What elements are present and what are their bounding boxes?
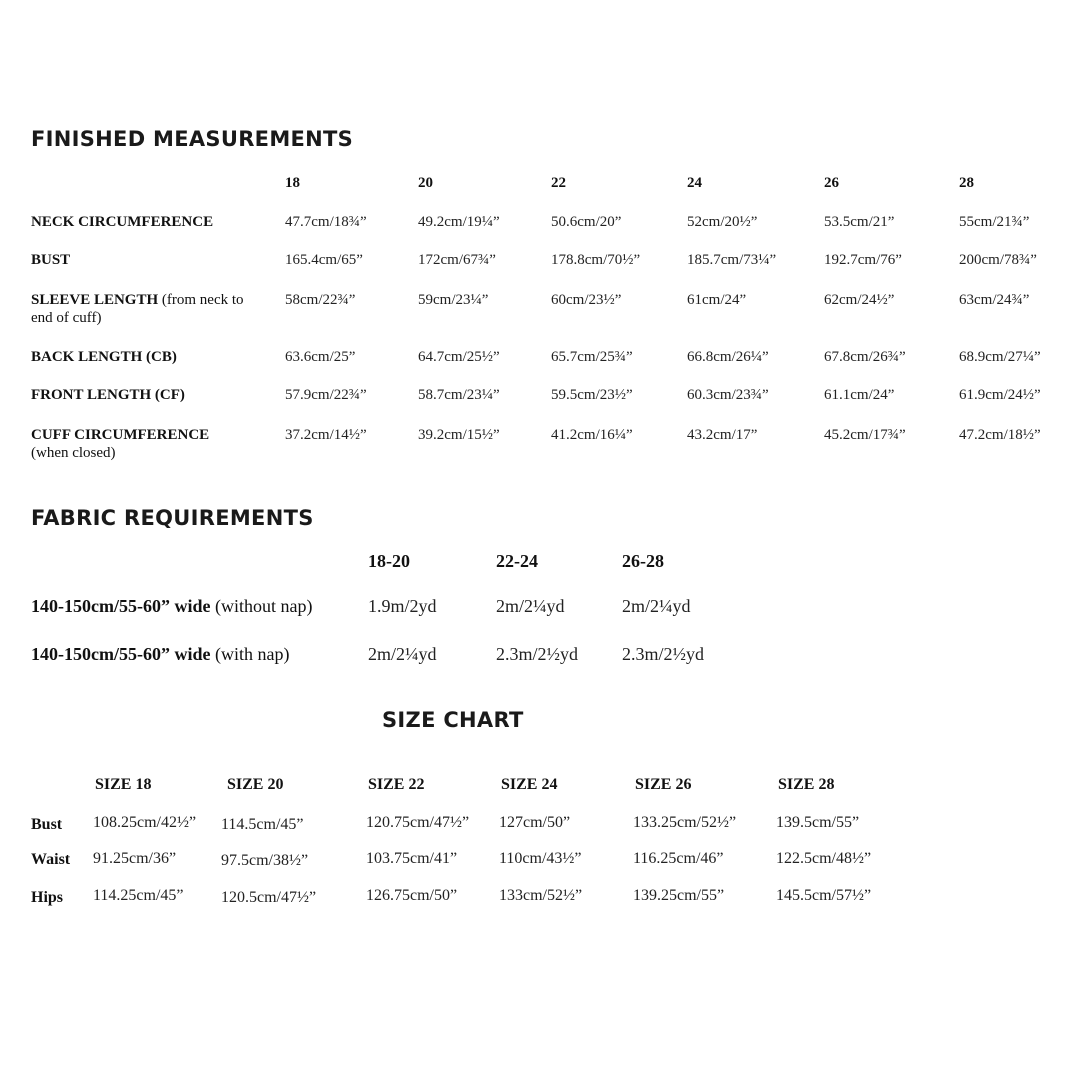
table-cell: 192.7cm/76” — [824, 252, 902, 268]
table-cell: 60cm/23½” — [551, 292, 622, 308]
row-label: NECK CIRCUMFERENCE — [31, 214, 214, 230]
table-cell: 2.3m/2½yd — [496, 644, 579, 664]
table-cell: 126.75cm/50” — [366, 887, 458, 904]
size-header: SIZE 24 — [501, 776, 558, 793]
fabric-requirements-title: FABRIC REQUIREMENTS — [31, 506, 314, 530]
row-label: SLEEVE LENGTH (from neck to — [31, 292, 244, 308]
size-header: 26 — [824, 175, 839, 191]
table-cell: 58.7cm/23¼” — [418, 387, 500, 403]
size-header: 22 — [551, 175, 566, 191]
table-cell: 49.2cm/19¼” — [418, 214, 500, 230]
table-cell: 110cm/43½” — [499, 850, 582, 867]
size-header: SIZE 18 — [95, 776, 152, 793]
table-cell: 39.2cm/15½” — [418, 427, 500, 443]
table-cell: 68.9cm/27¼” — [959, 349, 1041, 365]
row-label: 140-150cm/55-60” wide (without nap) — [31, 596, 313, 616]
table-cell: 59.5cm/23½” — [551, 387, 633, 403]
size-header: SIZE 22 — [368, 776, 425, 793]
table-cell: 145.5cm/57½” — [776, 887, 872, 904]
size-header: 18 — [285, 175, 300, 191]
size-range-header: 22-24 — [496, 551, 538, 571]
table-cell: 165.4cm/65” — [285, 252, 363, 268]
table-cell: 185.7cm/73¼” — [687, 252, 777, 268]
size-range-header: 26-28 — [622, 551, 664, 571]
table-cell: 114.5cm/45” — [221, 816, 304, 833]
row-label: Waist — [31, 851, 71, 868]
size-header: SIZE 28 — [778, 776, 835, 793]
table-cell: 63cm/24¾” — [959, 292, 1030, 308]
row-label: BACK LENGTH (CB) — [31, 349, 177, 365]
table-cell: 178.8cm/70½” — [551, 252, 641, 268]
table-cell: 122.5cm/48½” — [776, 850, 872, 867]
table-cell: 45.2cm/17¾” — [824, 427, 906, 443]
table-cell: 61cm/24” — [687, 292, 747, 308]
table-cell: 108.25cm/42½” — [93, 814, 197, 831]
table-cell: 64.7cm/25½” — [418, 349, 500, 365]
row-label: FRONT LENGTH (CF) — [31, 387, 185, 403]
table-cell: 67.8cm/26¾” — [824, 349, 906, 365]
finished-measurements-title: FINISHED MEASUREMENTS — [31, 127, 354, 151]
table-cell: 1.9m/2yd — [368, 596, 437, 616]
table-cell: 91.25cm/36” — [93, 850, 177, 867]
table-cell: 172cm/67¾” — [418, 252, 496, 268]
table-cell: 139.25cm/55” — [633, 887, 725, 904]
table-cell: 58cm/22¾” — [285, 292, 356, 308]
size-header: 20 — [418, 175, 433, 191]
table-cell: 59cm/23¼” — [418, 292, 489, 308]
size-header: SIZE 20 — [227, 776, 284, 793]
row-label: Bust — [31, 816, 63, 833]
table-cell: 47.2cm/18½” — [959, 427, 1041, 443]
table-cell: 57.9cm/22¾” — [285, 387, 367, 403]
size-range-header: 18-20 — [368, 551, 410, 571]
table-cell: 66.8cm/26¼” — [687, 349, 769, 365]
table-cell: 62cm/24½” — [824, 292, 895, 308]
table-cell: 133.25cm/52½” — [633, 814, 737, 831]
table-cell: 63.6cm/25” — [285, 349, 356, 365]
table-cell: 139.5cm/55” — [776, 814, 860, 831]
table-cell: 103.75cm/41” — [366, 850, 458, 867]
table-cell: 114.25cm/45” — [93, 887, 184, 904]
table-cell: 65.7cm/25¾” — [551, 349, 633, 365]
table-cell: 37.2cm/14½” — [285, 427, 367, 443]
table-cell: 60.3cm/23¾” — [687, 387, 769, 403]
table-cell: 97.5cm/38½” — [221, 852, 309, 869]
row-label: Hips — [31, 889, 64, 906]
row-label: CUFF CIRCUMFERENCE — [31, 427, 210, 443]
row-label-note: end of cuff) — [31, 310, 102, 326]
table-cell: 2m/2¼yd — [368, 644, 437, 664]
table-cell: 2m/2¼yd — [496, 596, 565, 616]
size-header: 28 — [959, 175, 974, 191]
table-cell: 55cm/21¾” — [959, 214, 1030, 230]
table-cell: 2.3m/2½yd — [622, 644, 705, 664]
table-cell: 61.9cm/24½” — [959, 387, 1041, 403]
row-label-note: (when closed) — [31, 445, 116, 461]
table-cell: 47.7cm/18¾” — [285, 214, 367, 230]
table-cell: 2m/2¼yd — [622, 596, 691, 616]
table-cell: 52cm/20½” — [687, 214, 758, 230]
table-cell: 53.5cm/21” — [824, 214, 895, 230]
row-label: BUST — [31, 252, 71, 268]
size-chart-title: SIZE CHART — [382, 708, 524, 732]
table-cell: 50.6cm/20” — [551, 214, 622, 230]
table-cell: 43.2cm/17” — [687, 427, 758, 443]
table-cell: 127cm/50” — [499, 814, 571, 831]
table-cell: 116.25cm/46” — [633, 850, 724, 867]
table-cell: 133cm/52½” — [499, 887, 583, 904]
size-header: SIZE 26 — [635, 776, 692, 793]
table-cell: 41.2cm/16¼” — [551, 427, 633, 443]
table-cell: 120.5cm/47½” — [221, 889, 317, 906]
size-header: 24 — [687, 175, 702, 191]
table-cell: 61.1cm/24” — [824, 387, 895, 403]
table-cell: 120.75cm/47½” — [366, 814, 470, 831]
table-cell: 200cm/78¾” — [959, 252, 1037, 268]
row-label: 140-150cm/55-60” wide (with nap) — [31, 644, 290, 664]
